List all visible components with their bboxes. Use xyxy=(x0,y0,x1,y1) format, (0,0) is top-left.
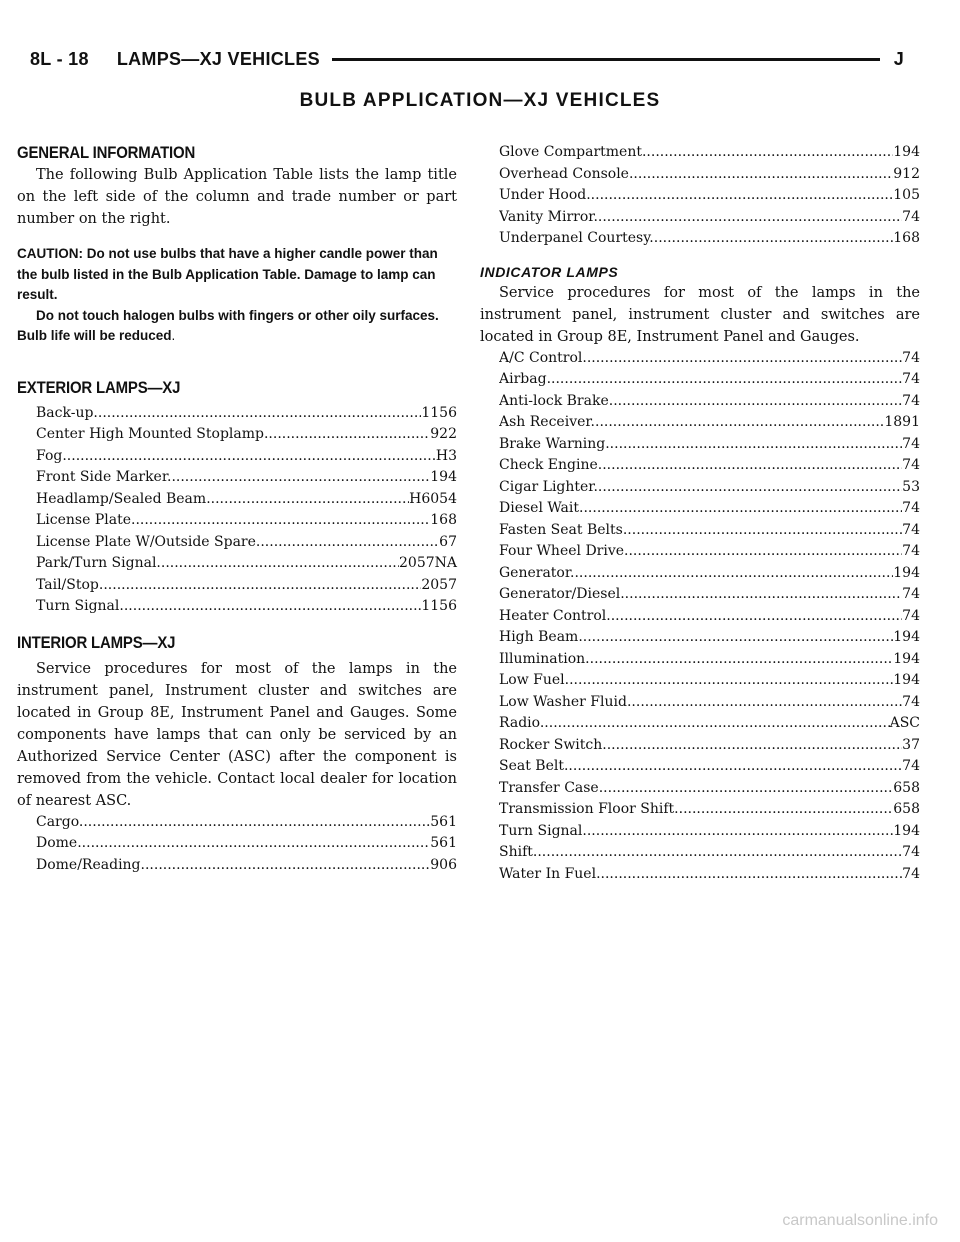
item-value: 74 xyxy=(902,435,920,452)
item-label: Low Washer Fluid ..... xyxy=(499,692,902,714)
item-value: H6054 xyxy=(409,490,457,507)
item-value: 2057 xyxy=(421,576,457,593)
page-number: 8L - 18 xyxy=(30,48,89,69)
item-label: License Plate W/Outside Spare ..... xyxy=(36,532,439,554)
interior-body: Service procedures for most of the lamps in the instrument panel, Instrument cluster and switches are located in Group 8E, Instrument Panel and Gauges. Some components have lamps that can only be serviced by an Authorized Service Center (ASC) after the component is removed from the vehicle. Contact local dealer for location of nearest ASC. xyxy=(17,660,457,809)
item-value: 74 xyxy=(902,693,920,710)
list-item xyxy=(499,584,920,606)
item-label: Under Hood ..... xyxy=(499,185,893,207)
item-label: Heater Control ..... xyxy=(499,606,902,628)
item-label: Rocker Switch ..... xyxy=(499,735,902,757)
item-value: 74 xyxy=(902,371,920,387)
item-value: 912 xyxy=(893,165,920,182)
list-item xyxy=(499,228,920,250)
interior-list-continued xyxy=(480,142,920,250)
item-label: Park/Turn Signal ..... xyxy=(36,553,399,575)
list-item xyxy=(36,532,457,554)
item-value: 658 xyxy=(893,801,920,817)
list-item xyxy=(499,864,920,886)
list-item xyxy=(36,855,457,877)
caution-text-2-wrap xyxy=(17,306,457,347)
list-item xyxy=(36,489,457,511)
item-value: 74 xyxy=(902,865,920,882)
indicator-body: Service procedures for most of the lamps in the instrument panel, instrument cluster and switches are located in Group 8E, Instrument Panel and Gauges. xyxy=(480,284,920,345)
item-label: Anti-lock Brake ..... xyxy=(499,391,902,413)
list-item xyxy=(499,477,920,499)
list-item xyxy=(499,520,920,542)
item-label: Dome ..... xyxy=(36,833,430,855)
list-item xyxy=(499,348,920,370)
item-label: Shift ..... xyxy=(499,842,902,864)
list-item xyxy=(499,164,920,186)
item-label: Tail/Stop ..... xyxy=(36,575,421,597)
list-item xyxy=(499,627,920,649)
caution-text-2: Do not touch halogen bulbs with fingers or other oily surfaces. Bulb life will be reduced xyxy=(17,307,439,343)
item-label: Radio ..... xyxy=(499,713,890,735)
list-item xyxy=(499,756,920,778)
item-value: 74 xyxy=(902,758,920,774)
list-item xyxy=(499,455,920,477)
item-value: 67 xyxy=(439,533,457,550)
header-mark: J xyxy=(893,48,904,69)
general-body: The following Bulb Application Table lists the lamp title on the left side of the column and trade number or part number on the right. xyxy=(17,167,457,227)
item-label: Back-up ..... xyxy=(36,403,421,425)
item-label: Cigar Lighter ..... xyxy=(499,477,902,499)
item-label: Glove Compartment ..... xyxy=(499,142,893,164)
indicator-heading: INDICATOR LAMPS xyxy=(480,263,619,280)
item-value: 1891 xyxy=(884,414,920,430)
item-label: Center High Mounted Stoplamp ..... xyxy=(36,424,430,446)
item-value: 658 xyxy=(893,779,920,796)
item-label: Turn Signal ..... xyxy=(36,596,421,618)
caution-text-2-end: . xyxy=(171,328,176,343)
watermark: carmanualsonline.info xyxy=(782,1212,938,1229)
list-item xyxy=(499,713,920,735)
list-item xyxy=(499,778,920,800)
header-rule xyxy=(332,58,880,61)
item-value: 561 xyxy=(430,835,457,851)
list-item xyxy=(499,670,920,692)
list-item xyxy=(499,606,920,628)
item-label: Generator/Diesel ..... xyxy=(499,584,902,606)
list-item xyxy=(499,692,920,714)
item-value: 53 xyxy=(902,478,920,495)
list-item xyxy=(36,446,457,468)
item-label: High Beam ..... xyxy=(499,627,893,649)
item-value: 74 xyxy=(902,844,920,860)
interior-list xyxy=(17,812,457,877)
list-item xyxy=(36,424,457,446)
item-label: Vanity Mirror ..... xyxy=(499,207,902,229)
item-value: 74 xyxy=(902,500,920,516)
caution-text-1: CAUTION: Do not use bulbs that have a higher candle power than the bulb listed in the Bulb Application Table. Damage to lamp can result. xyxy=(17,246,438,302)
item-label: Low Fuel ..... xyxy=(499,670,893,692)
item-value: 1156 xyxy=(421,598,457,614)
item-label: Four Wheel Drive ..... xyxy=(499,541,902,563)
list-item xyxy=(36,467,457,489)
item-label: Fasten Seat Belts ..... xyxy=(499,520,902,542)
item-value: 74 xyxy=(902,607,920,624)
list-item xyxy=(499,412,920,434)
list-item xyxy=(499,563,920,585)
item-value: 74 xyxy=(902,543,920,559)
list-item xyxy=(36,510,457,532)
item-value: 561 xyxy=(430,813,457,830)
item-value: 194 xyxy=(893,650,920,667)
item-label: Diesel Wait ..... xyxy=(499,498,902,520)
list-item xyxy=(499,821,920,843)
list-item xyxy=(36,596,457,618)
item-value: 105 xyxy=(893,187,920,203)
page-title: BULB APPLICATION—XJ VEHICLES xyxy=(299,90,661,111)
item-label: Cargo ..... xyxy=(36,812,430,834)
list-item xyxy=(36,403,457,425)
item-value: H3 xyxy=(435,447,457,464)
indicator-list xyxy=(480,348,920,886)
item-label: Transmission Floor Shift ..... xyxy=(499,799,893,821)
item-label: Turn Signal ..... xyxy=(499,821,893,843)
list-item xyxy=(36,812,457,834)
item-value: 194 xyxy=(893,672,920,688)
list-item xyxy=(36,575,457,597)
item-value: 2057NA xyxy=(399,555,457,571)
list-item xyxy=(499,842,920,864)
list-item xyxy=(499,142,920,164)
item-value: 168 xyxy=(893,230,920,246)
item-value: 1156 xyxy=(421,404,457,421)
list-item xyxy=(499,735,920,757)
list-item xyxy=(499,185,920,207)
list-item xyxy=(499,799,920,821)
caution-note xyxy=(17,244,457,347)
item-label: License Plate ..... xyxy=(36,510,430,532)
page-header xyxy=(30,44,930,74)
item-label: Underpanel Courtesy ..... xyxy=(499,228,893,250)
item-label: Water In Fuel ..... xyxy=(499,864,902,886)
list-item xyxy=(499,391,920,413)
item-value: ASC xyxy=(889,715,920,731)
item-value: 74 xyxy=(902,457,920,473)
item-label: Front Side Marker ..... xyxy=(36,467,430,489)
general-heading: GENERAL INFORMATION xyxy=(17,143,196,162)
item-label: A/C Control ..... xyxy=(499,348,902,370)
item-value: 168 xyxy=(430,512,457,528)
item-value: 194 xyxy=(893,564,920,581)
list-item xyxy=(499,434,920,456)
left-column xyxy=(17,142,457,876)
item-label: Brake Warning ..... xyxy=(499,434,902,456)
list-item xyxy=(499,649,920,671)
item-label: Airbag ..... xyxy=(499,369,902,391)
item-value: 194 xyxy=(893,629,920,645)
item-value: 194 xyxy=(430,469,457,485)
list-item xyxy=(36,553,457,575)
item-label: Illumination ..... xyxy=(499,649,893,671)
item-value: 922 xyxy=(430,426,457,442)
item-label: Transfer Case ..... xyxy=(499,778,893,800)
item-label: Generator ..... xyxy=(499,563,893,585)
item-value: 74 xyxy=(902,349,920,366)
list-item xyxy=(499,207,920,229)
item-label: Fog ..... xyxy=(36,446,436,468)
interior-heading: INTERIOR LAMPS—XJ xyxy=(17,632,176,652)
item-value: 74 xyxy=(902,586,920,602)
item-value: 906 xyxy=(430,856,457,873)
item-label: Dome/Reading ..... xyxy=(36,855,430,877)
item-value: 74 xyxy=(902,208,920,225)
item-value: 74 xyxy=(902,392,920,409)
exterior-list xyxy=(17,403,457,618)
item-label: Headlamp/Sealed Beam ..... xyxy=(36,489,409,511)
list-item xyxy=(36,833,457,855)
item-value: 37 xyxy=(902,736,920,753)
item-value: 74 xyxy=(902,521,920,538)
item-label: Check Engine ..... xyxy=(499,455,902,477)
section-title: LAMPS—XJ VEHICLES xyxy=(116,48,320,69)
item-label: Ash Receiver ..... xyxy=(499,412,884,434)
item-value: 194 xyxy=(893,144,920,160)
item-value: 194 xyxy=(893,822,920,839)
list-item xyxy=(499,541,920,563)
item-label: Seat Belt ..... xyxy=(499,756,902,778)
right-column xyxy=(480,142,920,885)
list-item xyxy=(499,498,920,520)
list-item xyxy=(499,369,920,391)
exterior-heading: EXTERIOR LAMPS—XJ xyxy=(17,377,181,397)
item-label: Overhead Console ..... xyxy=(499,164,893,186)
